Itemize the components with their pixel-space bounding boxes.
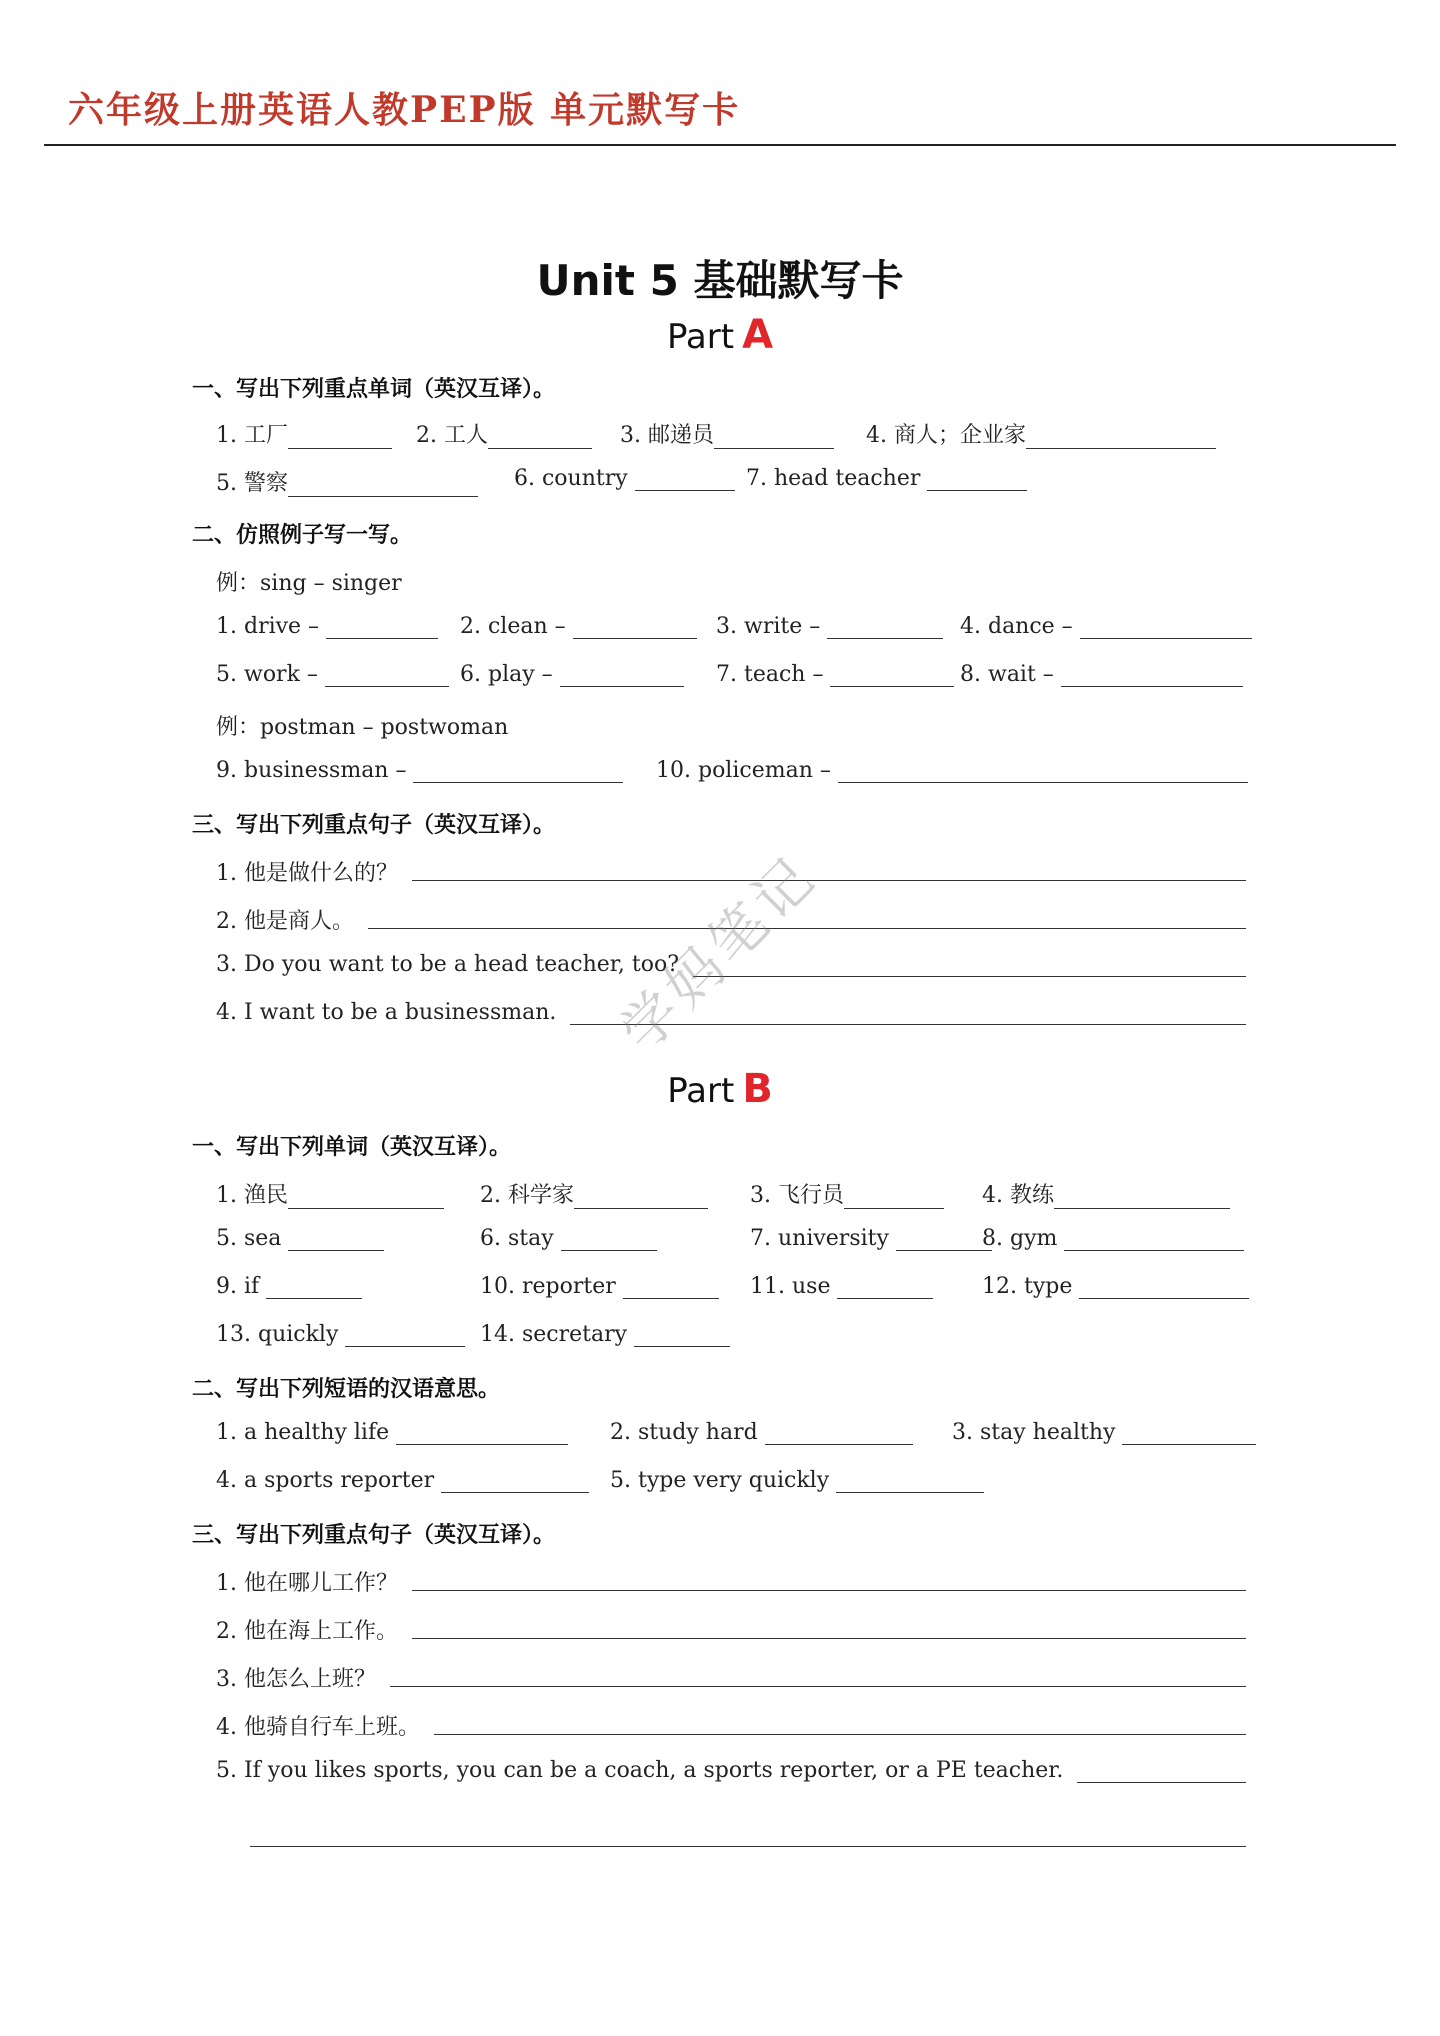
part-label: Part [666,317,735,357]
part-a-heading [0,312,1440,358]
word-item: 4. dance – [960,614,1252,639]
word-item: 6. play – [460,662,684,687]
word-item: 12. type [982,1274,1249,1299]
answer-blank[interactable] [1122,1420,1256,1445]
phrase-row [216,1420,1246,1454]
answer-blank[interactable] [714,424,834,449]
answer-blank[interactable] [635,466,735,491]
word-item: 3. write – [716,614,943,639]
word-item: 7. university [750,1226,992,1251]
answer-blank[interactable] [1054,1184,1230,1209]
phrase-row [216,1468,1246,1502]
section-title: 三、写出下列重点句子（英汉互译）。 [192,1523,556,1548]
header-rule [44,144,1396,146]
answer-blank[interactable] [634,1322,730,1347]
sentence-row: 2. 他是商人。 [216,904,1246,935]
word-row [216,466,1246,500]
word-item: 10. reporter [480,1274,719,1299]
answer-blank[interactable] [441,1468,589,1493]
answer-line[interactable] [412,856,1246,881]
answer-blank[interactable] [560,662,684,687]
word-item: 11. use [750,1274,933,1299]
word-row [216,1178,1246,1212]
answer-blank[interactable] [345,1322,465,1347]
answer-blank[interactable] [927,466,1027,491]
sentence-row: 4. I want to be a businessman. [216,1000,1246,1025]
answer-blank[interactable] [326,614,438,639]
answer-blank[interactable] [623,1274,719,1299]
sentence-row: 1. 他在哪儿工作？ [216,1566,1246,1597]
answer-line[interactable] [1077,1758,1246,1783]
answer-blank[interactable] [288,472,478,497]
answer-blank[interactable] [765,1420,913,1445]
answer-blank[interactable] [573,614,697,639]
word-row [216,1274,1246,1308]
word-item: 6. country [514,466,735,491]
answer-blank[interactable] [1026,424,1216,449]
section-title: 一、写出下列重点单词（英汉互译）。 [192,377,556,402]
word-row [216,1322,1246,1356]
answer-blank[interactable] [288,424,392,449]
word-row [216,1226,1246,1260]
word-item: 9. businessman – [216,758,623,783]
phrase-item: 5. type very quickly [610,1468,984,1493]
sentence-row: 3. 他怎么上班？ [216,1662,1246,1693]
answer-blank[interactable] [836,1468,984,1493]
answer-blank[interactable] [1064,1226,1244,1251]
word-item: 8. gym [982,1226,1244,1251]
section-title: 三、写出下列重点句子（英汉互译）。 [192,813,556,838]
part-letter: A [742,312,774,358]
sentence-row: 4. 他骑自行车上班。 [216,1710,1246,1741]
watermark: 学妈笔记 [608,843,830,1065]
sentence-row: 5. If you likes sports, you can be a coach, a sports reporter, or a PE teacher. [216,1758,1246,1783]
part-letter: B [742,1066,773,1112]
answer-blank[interactable] [325,662,449,687]
sentence-row: 2. 他在海上工作。 [216,1614,1246,1645]
word-row [216,662,1246,696]
word-item: 2. clean – [460,614,697,639]
word-item: 3. 飞行员 [750,1178,944,1209]
answer-line[interactable] [412,1614,1246,1639]
unit-title: Unit 5 基础默写卡 [536,256,904,305]
word-row [216,418,1246,452]
word-row [216,758,1246,792]
word-item: 4. 商人；企业家 [866,418,1216,449]
answer-blank[interactable] [1079,1274,1249,1299]
example: 例：postman – postwoman [216,715,509,740]
phrase-item: 1. a healthy life [216,1420,568,1445]
answer-blank[interactable] [413,758,623,783]
word-item: 8. wait – [960,662,1243,687]
word-item: 7. head teacher [746,466,1027,491]
answer-blank[interactable] [288,1226,384,1251]
answer-blank[interactable] [844,1184,944,1209]
word-item: 5. sea [216,1226,384,1251]
word-row [216,614,1246,648]
answer-blank[interactable] [827,614,943,639]
section-title: 二、仿照例子写一写。 [192,523,413,548]
answer-blank[interactable] [837,1274,933,1299]
answer-blank[interactable] [1080,614,1252,639]
answer-blank[interactable] [396,1420,568,1445]
part-label: Part [667,1071,735,1111]
word-item: 2. 工人 [416,418,592,449]
sentence-row: 1. 他是做什么的？ [216,856,1246,887]
answer-line[interactable] [412,1566,1246,1591]
word-item: 5. work – [216,662,449,687]
word-item: 6. stay [480,1226,657,1251]
word-item: 3. 邮递员 [620,418,834,449]
answer-blank[interactable] [896,1226,992,1251]
answer-line-continuation[interactable] [250,1846,1246,1847]
word-item: 14. secretary [480,1322,730,1347]
word-item: 9. if [216,1274,362,1299]
word-item: 1. 渔民 [216,1178,444,1209]
sentence-row: 3. Do you want to be a head teacher, too? [216,952,1246,977]
word-item: 4. 教练 [982,1178,1230,1209]
section-title: 二、写出下列短语的汉语意思。 [192,1377,501,1402]
answer-blank[interactable] [574,1184,708,1209]
answer-blank[interactable] [288,1184,444,1209]
word-item: 1. 工厂 [216,418,392,449]
word-item: 7. teach – [716,662,954,687]
answer-blank[interactable] [266,1274,362,1299]
word-item: 10. policeman – [656,758,1248,783]
answer-line[interactable] [434,1710,1246,1735]
header-title: 六年级上册英语人教PEP版 单元默写卡 [68,89,741,131]
example: 例：sing – singer [216,571,402,596]
word-item: 5. 警察 [216,466,478,497]
answer-line[interactable] [693,952,1246,977]
answer-blank[interactable] [561,1226,657,1251]
answer-line[interactable] [390,1662,1246,1687]
answer-blank[interactable] [830,662,954,687]
word-item: 13. quickly [216,1322,465,1347]
answer-blank[interactable] [488,424,592,449]
part-b-heading [0,1066,1440,1112]
word-item: 1. drive – [216,614,438,639]
phrase-item: 4. a sports reporter [216,1468,589,1493]
phrase-item: 3. stay healthy [952,1420,1256,1445]
word-item: 2. 科学家 [480,1178,708,1209]
answer-blank[interactable] [838,758,1248,783]
section-title: 一、写出下列单词（英汉互译）。 [192,1135,512,1160]
phrase-item: 2. study hard [610,1420,913,1445]
answer-blank[interactable] [1061,662,1243,687]
